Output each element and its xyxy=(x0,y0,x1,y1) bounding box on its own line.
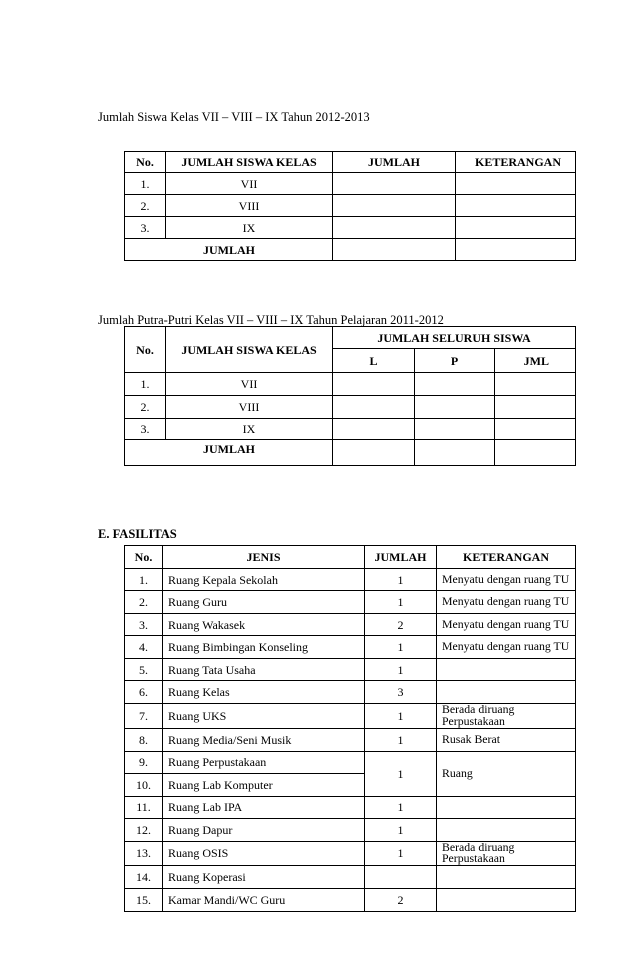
table-row xyxy=(125,659,576,681)
row-jml xyxy=(495,396,576,419)
row-jumlah: 1 xyxy=(365,818,437,841)
row-no: 3. xyxy=(125,614,163,636)
col-no-header: No. xyxy=(125,327,166,373)
row-jenis: Ruang Media/Seni Musik xyxy=(163,728,365,751)
row-keterangan: Menyatu dengan ruang TU xyxy=(437,636,576,659)
row-jml xyxy=(495,419,576,440)
row-l xyxy=(333,396,415,419)
total-label: JUMLAH xyxy=(125,239,333,261)
table1-total-row xyxy=(125,239,576,261)
fasilitas-header-row xyxy=(125,546,576,569)
row-jumlah xyxy=(365,866,437,889)
row-no: 5. xyxy=(125,659,163,681)
table-row xyxy=(125,419,576,440)
row-jenis: Ruang Guru xyxy=(163,591,365,614)
total-label: JUMLAH xyxy=(125,440,333,466)
table-row xyxy=(125,889,576,912)
row-keterangan xyxy=(437,681,576,704)
row-no: 1. xyxy=(125,569,163,591)
col-jumlah-header: JUMLAH xyxy=(365,546,437,569)
row-jumlah: 3 xyxy=(365,681,437,704)
row-jumlah: 1 xyxy=(365,796,437,818)
row-jumlah: 1 xyxy=(365,728,437,751)
row-jumlah: 1 xyxy=(365,841,437,866)
row-kelas: VIII xyxy=(166,396,333,419)
row-keterangan: Rusak Berat xyxy=(437,728,576,751)
row-jenis: Ruang Wakasek xyxy=(163,614,365,636)
row-keterangan xyxy=(437,866,576,889)
table-row xyxy=(125,396,576,419)
row-no: 2. xyxy=(125,195,166,217)
row-no: 10. xyxy=(125,773,163,796)
row-kelas: IX xyxy=(166,217,333,239)
col-kelas-header: JUMLAH SISWA KELAS xyxy=(166,152,333,173)
row-keterangan: Menyatu dengan ruang TU xyxy=(437,591,576,614)
row-keterangan: Ruang xyxy=(437,751,576,796)
col-kelas-header: JUMLAH SISWA KELAS xyxy=(166,327,333,373)
table1 xyxy=(124,151,576,261)
row-keterangan xyxy=(437,889,576,912)
table-row xyxy=(125,866,576,889)
row-l xyxy=(333,419,415,440)
table-row xyxy=(125,818,576,841)
row-no: 9. xyxy=(125,751,163,773)
total-jumlah xyxy=(333,239,456,261)
row-kelas: VIII xyxy=(166,195,333,217)
row-no: 3. xyxy=(125,217,166,239)
row-jml xyxy=(495,373,576,396)
table2 xyxy=(124,326,576,466)
row-jenis: Ruang Dapur xyxy=(163,818,365,841)
total-p xyxy=(415,440,495,466)
col-jumlah-header: JUMLAH xyxy=(333,152,456,173)
row-no: 13. xyxy=(125,841,163,866)
total-keterangan xyxy=(456,239,576,261)
table-row xyxy=(125,796,576,818)
total-l xyxy=(333,440,415,466)
table1-caption: Jumlah Siswa Kelas VII – VIII – IX Tahun 2012-2013 xyxy=(98,110,370,124)
row-kelas: VII xyxy=(166,373,333,396)
row-no: 12. xyxy=(125,818,163,841)
row-p xyxy=(415,396,495,419)
row-jumlah: 1 xyxy=(365,591,437,614)
row-jumlah xyxy=(333,195,456,217)
col-keterangan-header: KETERANGAN xyxy=(456,152,576,173)
row-jenis: Ruang OSIS xyxy=(163,841,365,866)
row-jenis: Ruang Perpustakaan xyxy=(163,751,365,773)
row-jenis: Ruang Bimbingan Konseling xyxy=(163,636,365,659)
row-jenis: Ruang Lab IPA xyxy=(163,796,365,818)
col-group-header: JUMLAH SELURUH SISWA xyxy=(333,327,576,349)
row-jumlah: 1 xyxy=(365,659,437,681)
row-jumlah: 1 xyxy=(365,569,437,591)
table-row xyxy=(125,681,576,704)
row-jumlah: 2 xyxy=(365,614,437,636)
col-jenis-header: JENIS xyxy=(163,546,365,569)
row-no: 1. xyxy=(125,373,166,396)
row-no: 7. xyxy=(125,704,163,729)
row-keterangan: Berada diruang Perpustakaan xyxy=(437,841,576,866)
row-jenis: Ruang Kepala Sekolah xyxy=(163,569,365,591)
table-row xyxy=(125,841,576,866)
section-title-fasilitas: E. FASILITAS xyxy=(98,527,177,541)
row-no: 1. xyxy=(125,173,166,195)
row-p xyxy=(415,373,495,396)
row-jumlah: 2 xyxy=(365,889,437,912)
row-keterangan: Menyatu dengan ruang TU xyxy=(437,569,576,591)
table-row xyxy=(125,217,576,239)
table2-total-row xyxy=(125,440,576,466)
row-no: 6. xyxy=(125,681,163,704)
col-p-header: P xyxy=(415,349,495,373)
table-row xyxy=(125,373,576,396)
row-keterangan xyxy=(437,796,576,818)
row-l xyxy=(333,373,415,396)
table-row xyxy=(125,728,576,751)
fasilitas-table xyxy=(124,545,576,912)
row-keterangan: Menyatu dengan ruang TU xyxy=(437,614,576,636)
row-jumlah xyxy=(333,173,456,195)
row-no: 11. xyxy=(125,796,163,818)
table2-header-row xyxy=(125,327,576,349)
row-jenis: Ruang Koperasi xyxy=(163,866,365,889)
col-keterangan-header: KETERANGAN xyxy=(437,546,576,569)
row-keterangan xyxy=(437,818,576,841)
row-no: 3. xyxy=(125,419,166,440)
table-row xyxy=(125,195,576,217)
row-kelas: VII xyxy=(166,173,333,195)
col-l-header: L xyxy=(333,349,415,373)
table-row xyxy=(125,751,576,773)
row-no: 2. xyxy=(125,396,166,419)
row-no: 2. xyxy=(125,591,163,614)
col-jml-header: JML xyxy=(495,349,576,373)
table2-caption: Jumlah Putra-Putri Kelas VII – VIII – IX Tahun Pelajaran 2011-2012 xyxy=(98,313,444,327)
row-jenis: Ruang Kelas xyxy=(163,681,365,704)
row-keterangan: Berada diruang Perpustakaan xyxy=(437,704,576,729)
row-jenis: Ruang Tata Usaha xyxy=(163,659,365,681)
table-row xyxy=(125,704,576,729)
row-jenis: Ruang Lab Komputer xyxy=(163,773,365,796)
total-jml xyxy=(495,440,576,466)
row-keterangan xyxy=(456,173,576,195)
row-no: 4. xyxy=(125,636,163,659)
row-jumlah xyxy=(333,217,456,239)
row-no: 14. xyxy=(125,866,163,889)
table1-header-row xyxy=(125,152,576,173)
table-row xyxy=(125,614,576,636)
col-no-header: No. xyxy=(125,546,163,569)
row-keterangan xyxy=(456,217,576,239)
row-keterangan xyxy=(437,659,576,681)
row-jumlah: 1 xyxy=(365,704,437,729)
table-row xyxy=(125,173,576,195)
table-row xyxy=(125,569,576,591)
row-jenis: Kamar Mandi/WC Guru xyxy=(163,889,365,912)
row-jumlah: 1 xyxy=(365,751,437,796)
row-keterangan xyxy=(456,195,576,217)
col-no-header: No. xyxy=(125,152,166,173)
table-row xyxy=(125,636,576,659)
table-row xyxy=(125,591,576,614)
row-p xyxy=(415,419,495,440)
row-no: 8. xyxy=(125,728,163,751)
row-jenis: Ruang UKS xyxy=(163,704,365,729)
row-kelas: IX xyxy=(166,419,333,440)
row-no: 15. xyxy=(125,889,163,912)
row-jumlah: 1 xyxy=(365,636,437,659)
